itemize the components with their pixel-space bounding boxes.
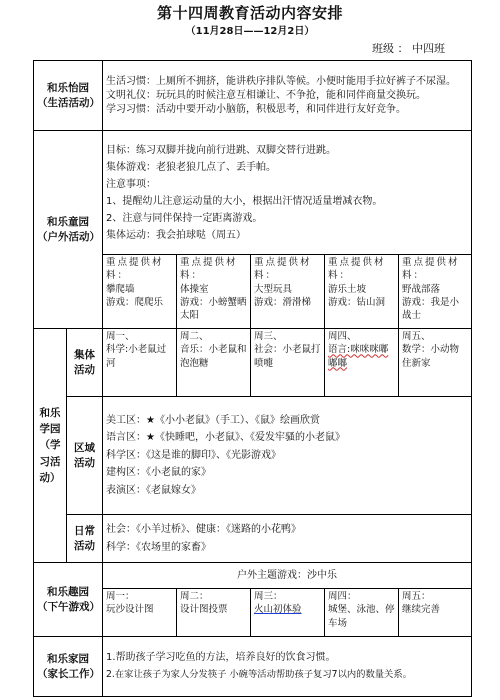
material-game: 游戏：滑滑梯 bbox=[254, 296, 312, 308]
material-head: 重点提供材料： bbox=[180, 257, 238, 282]
family-line: 1.帮助孩子学习吃鱼的方法，培养良好的饮食习惯。 bbox=[106, 652, 336, 664]
learning-name-line: 和乐 bbox=[39, 406, 61, 419]
day-label: 周二、 bbox=[180, 331, 209, 342]
area-label-line: 区域 bbox=[74, 441, 95, 454]
group-label-line: 集体 bbox=[74, 348, 95, 361]
day-activity: 继续完善 bbox=[402, 604, 441, 616]
etiquette-line: 文明礼仪：玩玩具的时候注意互相谦让、不争抢，能和同伴商量交换玩。 bbox=[106, 89, 426, 101]
area-activity-label bbox=[67, 397, 103, 515]
outdoor-note-1: 1、提醒幼儿注意运动量的大小，根据出汗情况适量增减衣物。 bbox=[106, 195, 383, 207]
material-cell bbox=[251, 255, 325, 329]
family-name: 和乐家园 bbox=[47, 652, 89, 665]
life-garden-name: 和乐怡园 bbox=[47, 81, 89, 94]
family-line: 2.在家让孩子为家人分发筷子 小碗等活动帮助孩子复习7以内的数量关系。 bbox=[106, 669, 412, 681]
learning-label bbox=[34, 329, 67, 563]
material-cell bbox=[103, 255, 177, 329]
day-activity: 音乐：小老鼠和泡泡糖 bbox=[180, 344, 247, 369]
family-sub: （家长工作） bbox=[37, 667, 100, 680]
day-label: 周四： bbox=[328, 591, 357, 602]
material-item: 大型玩具 bbox=[254, 283, 293, 295]
material-game: 游戏：我是小战士 bbox=[402, 296, 460, 322]
material-cell bbox=[399, 255, 472, 329]
fun-garden-sub: （下午游戏） bbox=[37, 600, 100, 613]
material-cell bbox=[177, 255, 251, 329]
outdoor-group-game: 集体游戏：老狼老狼几点了、丢手帕。 bbox=[106, 161, 276, 173]
day-activity: 数学：小动物住新家 bbox=[402, 344, 460, 369]
art-area-line: 美工区：★《小小老鼠》（手工）、《鼠》绘画欣赏 bbox=[106, 414, 320, 426]
outdoor-goal: 目标：练习双脚并拢向前行进跳、双脚交替行进跳。 bbox=[106, 144, 336, 156]
day-label: 周二： bbox=[180, 591, 209, 602]
page-title: 第十四周教育活动内容安排 bbox=[156, 4, 343, 22]
group-label-line: 活动 bbox=[74, 363, 95, 376]
life-garden-label bbox=[34, 61, 103, 131]
day-activity: 玩沙设计图 bbox=[106, 604, 154, 616]
day-label: 周一： bbox=[106, 591, 135, 602]
schedule-table bbox=[33, 60, 472, 697]
group-day-cell bbox=[399, 329, 472, 397]
day-activity: 城堡、泳池、停车场 bbox=[328, 604, 395, 629]
day-label: 周一、 bbox=[106, 331, 135, 342]
outdoor-group-sport: 集体运动：我会拍球哒（周五） bbox=[106, 229, 246, 241]
outdoor-note-2: 2、注意与同伴保持一定距离游戏。 bbox=[106, 212, 263, 224]
daily-line: 社会：《小羊过桥》、健康：《迷路的小花鸭》 bbox=[106, 523, 301, 535]
daily-label-line: 日常 bbox=[74, 524, 95, 537]
daily-activity-label bbox=[67, 515, 103, 563]
learning-name-line: 学园 bbox=[39, 423, 61, 436]
outdoor-sub: （户外活动） bbox=[37, 230, 100, 243]
material-head: 重点提供材料： bbox=[106, 257, 164, 282]
fun-day-cell bbox=[103, 589, 177, 637]
group-activity-row bbox=[34, 329, 472, 397]
learning-name-line: 动） bbox=[39, 471, 61, 484]
outdoor-content bbox=[103, 131, 472, 255]
family-content bbox=[103, 637, 472, 697]
class-label: 班级 ： 中四班 bbox=[372, 42, 445, 55]
day-activity: 设计图投票 bbox=[180, 604, 228, 616]
material-game: 游戏：小螃蟹晒太阳 bbox=[180, 296, 247, 322]
fun-day-cell bbox=[251, 589, 325, 637]
life-habit-line: 生活习惯：上厕所不拥挤，能讲秩序排队等候。小便时能用手拉好裤子不尿湿。 bbox=[106, 75, 456, 87]
fun-day-cell bbox=[399, 589, 472, 637]
outdoor-name: 和乐童园 bbox=[47, 215, 89, 228]
daily-activity-content bbox=[103, 515, 472, 563]
outdoor-notes-title: 注意事项： bbox=[106, 178, 156, 190]
day-activity: 火山初体验 bbox=[254, 604, 302, 616]
area-label-line: 活动 bbox=[74, 456, 95, 469]
material-item: 游乐土坡 bbox=[328, 283, 367, 295]
outdoor-theme-game: 户外主题游戏：沙中乐 bbox=[103, 563, 472, 589]
group-day-cell bbox=[177, 329, 251, 397]
day-label: 周三： bbox=[254, 591, 283, 602]
area-activity-content bbox=[103, 397, 472, 515]
fun-day-cell bbox=[177, 589, 251, 637]
outdoor-label bbox=[34, 131, 103, 329]
language-area-line: 语言区：★《快睡吧，小老鼠》、《爱发牢骚的小老鼠》 bbox=[106, 432, 345, 444]
fun-garden-row bbox=[34, 563, 472, 589]
daily-line: 科学：《农场里的家畜》 bbox=[106, 541, 211, 553]
performance-area-line: 表演区：《老鼠嫁女》 bbox=[106, 484, 201, 496]
life-garden-row bbox=[34, 61, 472, 131]
day-label: 周五、 bbox=[402, 331, 431, 342]
fun-garden-name: 和乐趣园 bbox=[47, 585, 89, 598]
outdoor-row bbox=[34, 131, 472, 255]
life-garden-sub: （生活活动） bbox=[37, 96, 100, 109]
family-row bbox=[34, 637, 472, 697]
area-activity-row bbox=[34, 397, 472, 515]
day-label: 周五： bbox=[402, 591, 431, 602]
material-item: 攀爬墙 bbox=[106, 283, 135, 295]
day-label: 周四、 bbox=[328, 331, 357, 342]
material-head: 重点提供材料： bbox=[328, 257, 386, 282]
day-activity: 科学:小老鼠过河 bbox=[106, 344, 167, 369]
material-head: 重点提供材料： bbox=[402, 257, 460, 282]
daily-label-line: 活动 bbox=[74, 539, 95, 552]
group-day-cell bbox=[103, 329, 177, 397]
fun-day-cell bbox=[325, 589, 399, 637]
material-game: 游戏：钻山洞 bbox=[328, 296, 386, 308]
material-head: 重点提供材料： bbox=[254, 257, 312, 282]
material-cell bbox=[325, 255, 399, 329]
build-area-line: 建构区：《小老鼠的家》 bbox=[106, 467, 211, 479]
group-activity-label bbox=[67, 329, 103, 397]
fun-garden-label bbox=[34, 563, 103, 637]
date-range: （11月28日——12月2日） bbox=[185, 26, 315, 37]
learning-name-line: 习活 bbox=[39, 455, 61, 468]
study-habit-line: 学习习惯：活动中要开动小脑筋，积极思考，和同伴进行友好竞争。 bbox=[106, 103, 406, 115]
group-day-cell bbox=[325, 329, 399, 397]
material-item: 体操室 bbox=[180, 283, 209, 295]
science-area-line: 科学区：《这是谁的脚印》、《光影游戏》 bbox=[106, 449, 281, 461]
life-garden-content bbox=[103, 61, 472, 131]
material-game: 游戏：爬爬乐 bbox=[106, 296, 164, 308]
group-day-cell bbox=[251, 329, 325, 397]
day-label: 周三、 bbox=[254, 331, 283, 342]
daily-activity-row bbox=[34, 515, 472, 563]
day-activity: 语言:咪咪咪嘟嘟嘟 bbox=[328, 344, 389, 369]
day-activity: 社会：小老鼠打喷嚏 bbox=[254, 344, 321, 369]
learning-name-line: （学 bbox=[39, 439, 61, 452]
family-label bbox=[34, 637, 103, 697]
material-item: 野战部落 bbox=[402, 283, 441, 295]
